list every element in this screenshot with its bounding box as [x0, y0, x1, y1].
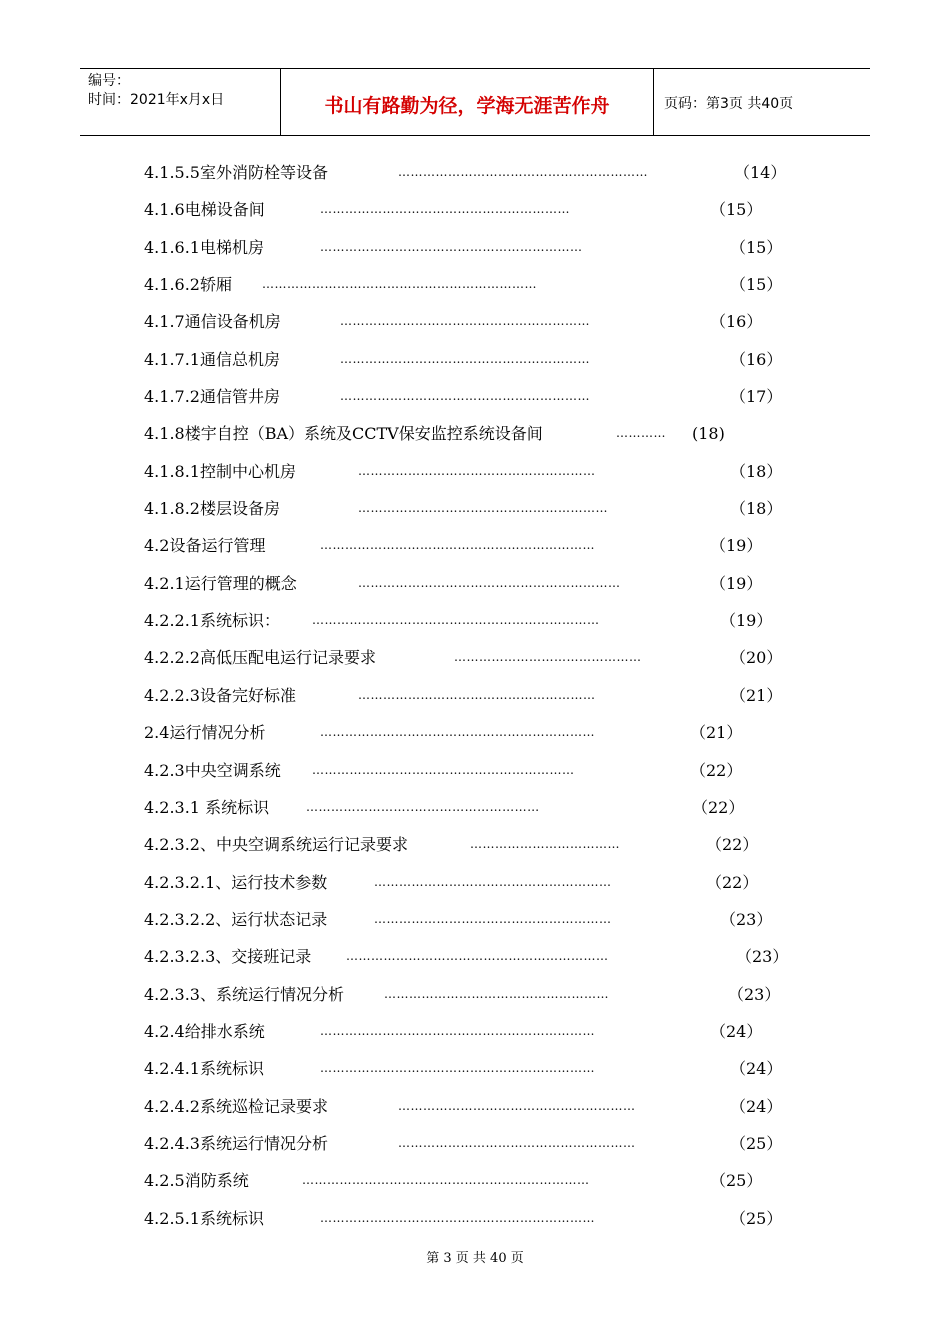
toc-entry-page: （20） — [730, 648, 783, 668]
toc-entry[interactable] — [144, 527, 784, 564]
toc-entry-leader: ……………………………………………………… — [346, 949, 609, 964]
toc-entry[interactable] — [144, 938, 789, 975]
code-label: 编号： — [88, 73, 130, 89]
page-footer: 第 3 页 共 40 页 — [426, 1251, 524, 1266]
toc-entry[interactable] — [144, 1050, 784, 1087]
toc-entry-leader: ………………………………………………… — [374, 911, 612, 926]
toc-entry-page: （22） — [706, 872, 759, 892]
toc-entry-page: （22） — [706, 835, 759, 855]
toc-entry-leader: ……………………………………………………… — [320, 239, 583, 254]
toc-entry[interactable] — [144, 415, 784, 452]
toc-entry-leader: ………………………………………………………… — [320, 1210, 595, 1225]
toc-entry[interactable] — [144, 1088, 784, 1125]
toc-entry-page: （16） — [730, 349, 783, 369]
toc-entry-title: 4.2.3.1 系统标识 — [144, 797, 270, 817]
toc-entry-title: 4.1.8.2楼层设备房 — [144, 499, 280, 519]
toc-entry-leader: ………………………………………………… — [398, 1098, 636, 1113]
toc-entry[interactable] — [144, 789, 784, 826]
toc-entry[interactable] — [144, 677, 784, 714]
toc-entry-leader: …………………………………………………… — [340, 389, 590, 404]
toc-entry-title: 4.2.2.2高低压配电运行记录要求 — [144, 648, 376, 668]
toc-entry-page: （25） — [730, 1208, 783, 1228]
toc-entry-title: 4.2.3中央空调系统 — [144, 760, 281, 780]
header-motto: 书山有路勤为径，学海无涯苦作舟 — [281, 69, 654, 135]
toc-entry-page: （25） — [730, 1133, 783, 1153]
toc-entry[interactable] — [144, 714, 784, 751]
toc-entry[interactable] — [144, 266, 784, 303]
toc-entry-title: 4.2.3.2、中央空调系统运行记录要求 — [144, 835, 408, 855]
toc-entry-leader: ………………………………………………… — [358, 463, 596, 478]
toc-entry-title: 2.4运行情况分析 — [144, 723, 266, 743]
toc-entry-title: 4.1.5.5室外消防栓等设备 — [144, 163, 328, 182]
toc-entry-leader: ……………………………………………………… — [358, 575, 621, 590]
toc-entry-leader: ………………………………………………… — [358, 687, 596, 702]
toc-entry-page: （25） — [710, 1171, 763, 1191]
toc-entry[interactable] — [144, 378, 784, 415]
toc-entry-title: 4.2.3.2.2、运行状态记录 — [144, 909, 328, 929]
toc-entry-title: 4.2.3.2.1、运行技术参数 — [144, 872, 328, 892]
toc-entry-title: 4.2.4.2系统巡检记录要求 — [144, 1096, 328, 1116]
toc-entry-title: 4.2.3.3、系统运行情况分析 — [144, 984, 344, 1004]
toc-entry-page: （23） — [736, 947, 789, 967]
toc-entry-leader: ………………………………………………………… — [320, 1023, 595, 1038]
toc-entry-page: （18） — [730, 461, 783, 481]
toc-entry[interactable] — [144, 1200, 784, 1237]
toc-entry[interactable] — [144, 1162, 784, 1199]
header-meta — [80, 69, 281, 135]
toc-entry-leader: ………… — [616, 426, 666, 441]
toc-entry-title: 4.2设备运行管理 — [144, 536, 266, 556]
toc-entry[interactable] — [144, 864, 784, 901]
toc-entry-title: 4.2.2.1系统标识： — [144, 611, 280, 631]
toc-entry-title: 4.2.5.1系统标识 — [144, 1208, 264, 1228]
toc-entry-title: 4.1.8.1控制中心机房 — [144, 461, 296, 481]
toc-entry-leader: ………………………………………………………… — [320, 1061, 595, 1076]
toc-entry-leader: ………………………………………………… — [398, 1135, 636, 1150]
toc-entry-page: （21） — [730, 685, 783, 705]
toc-entry-title: 4.1.6电梯设备间 — [144, 200, 265, 220]
toc-entry-page: (18) — [692, 424, 725, 444]
toc-entry-page: （16） — [710, 312, 763, 332]
toc-entry-page: （14） — [734, 163, 787, 182]
toc-entry-leader: ………………………………………………… — [374, 874, 612, 889]
toc-entry[interactable] — [144, 341, 784, 378]
toc-entry-page: （22） — [690, 760, 743, 780]
toc-entry-title: 4.2.3.2.3、交接班记录 — [144, 947, 312, 967]
toc-entry[interactable] — [144, 1013, 784, 1050]
toc-entry-leader: …………………………………………………… — [340, 314, 590, 329]
toc-entry-title: 4.1.7.1通信总机房 — [144, 349, 280, 369]
toc-entry-page: （19） — [710, 536, 763, 556]
toc-entry-title: 4.1.7通信设备机房 — [144, 312, 281, 332]
toc-entry-leader: ……………………..………………………… — [306, 799, 540, 814]
toc-entry-title: 4.2.4.3系统运行情况分析 — [144, 1133, 328, 1153]
toc-entry[interactable] — [144, 154, 787, 191]
toc-entry-title: 4.2.1运行管理的概念 — [144, 573, 297, 593]
toc-entry[interactable] — [144, 752, 784, 789]
table-of-contents — [144, 154, 789, 1237]
toc-entry[interactable] — [144, 976, 784, 1013]
toc-entry[interactable] — [144, 1125, 784, 1162]
toc-entry-leader: ……………………………………………… — [384, 986, 609, 1001]
toc-entry-leader: …………………………………………………… — [358, 501, 608, 516]
toc-entry-leader: …………………………………………………… — [398, 165, 648, 179]
toc-entry[interactable] — [144, 565, 784, 602]
toc-entry-page: （21） — [690, 723, 743, 743]
toc-entry-title: 4.1.6.2轿厢 — [144, 275, 232, 295]
toc-entry-leader: ……………………………… — [470, 837, 620, 852]
toc-entry-page: （24） — [730, 1096, 783, 1116]
toc-entry-leader: ………………………………………………………… — [320, 725, 595, 740]
toc-entry[interactable] — [144, 826, 784, 863]
toc-entry-leader: ……………………………………… — [454, 650, 642, 665]
toc-entry-page: （24） — [730, 1059, 783, 1079]
toc-entry[interactable] — [144, 453, 784, 490]
toc-entry-title: 4.2.5消防系统 — [144, 1171, 249, 1191]
toc-entry-leader: …………………………………………………… — [340, 351, 590, 366]
toc-entry-page: （23） — [720, 909, 773, 929]
toc-entry-page: （18） — [730, 499, 783, 519]
toc-entry-title: 4.2.2.3设备完好标准 — [144, 685, 296, 705]
toc-entry-page: （17） — [730, 387, 783, 407]
toc-entry[interactable] — [144, 191, 784, 228]
toc-entry-title: 4.1.6.1电梯机房 — [144, 237, 264, 257]
toc-entry[interactable] — [144, 639, 784, 676]
toc-entry-page: （15） — [710, 200, 763, 220]
header-page-info: 页码：第3页 共40页 — [664, 96, 794, 112]
toc-entry[interactable] — [144, 490, 784, 527]
time-label: 时间：2021年x月x日 — [88, 92, 225, 108]
toc-entry[interactable] — [144, 602, 784, 639]
toc-entry-page: （19） — [720, 611, 773, 631]
toc-entry-title: 4.1.8楼宇自控（BA）系统及CCTV保安监控系统设备间 — [144, 424, 543, 444]
toc-entry[interactable] — [144, 303, 784, 340]
toc-entry-page: （19） — [710, 573, 763, 593]
page-header — [80, 68, 870, 136]
toc-entry-page: （23） — [728, 984, 781, 1004]
toc-entry-leader: …………………………………………………………… — [312, 613, 600, 628]
toc-entry-leader: ………………………………………………………… — [320, 538, 595, 553]
toc-entry-leader: ………………………………………………………… — [262, 277, 537, 292]
toc-entry-title: 4.2.4给排水系统 — [144, 1021, 265, 1041]
toc-entry[interactable] — [144, 229, 784, 266]
toc-entry-page: （15） — [730, 275, 783, 295]
toc-entry-page: （15） — [730, 237, 783, 257]
toc-entry-page: （22） — [692, 797, 745, 817]
toc-entry-title: 4.2.4.1系统标识 — [144, 1059, 264, 1079]
toc-entry-leader: ……………………………………………………… — [312, 762, 575, 777]
toc-entry[interactable] — [144, 901, 784, 938]
toc-entry-page: （24） — [710, 1021, 763, 1041]
toc-entry-leader: …………………………………………………………… — [302, 1173, 590, 1188]
toc-entry-title: 4.1.7.2通信管井房 — [144, 387, 280, 407]
toc-entry-leader: …………………………………………………… — [320, 202, 570, 217]
